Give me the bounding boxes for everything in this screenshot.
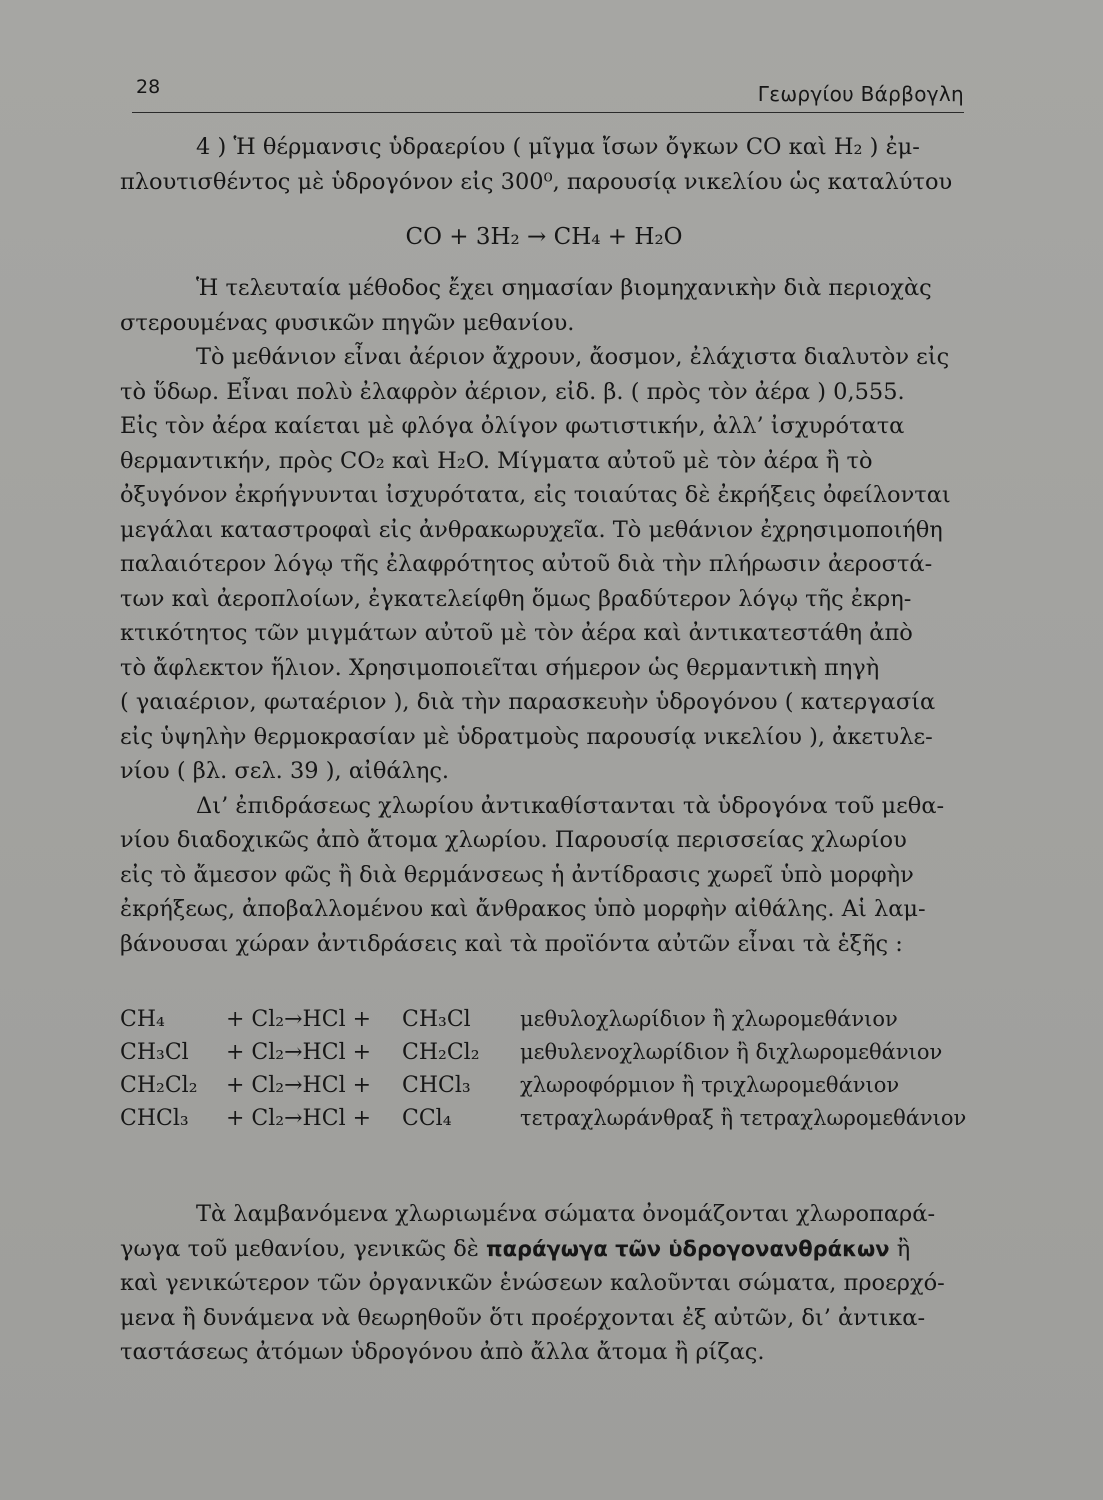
text-line: καὶ γενικώτερον τῶν ὀργανικῶν ἑνώσεων καλοῦνται σώματα, προερχό-	[120, 1270, 945, 1296]
product-name: μεθυλοχλωρίδιον ἢ χλωρομεθάνιον	[520, 1007, 898, 1031]
running-title: Γεωργίου Βάρβογλη	[757, 82, 964, 106]
text-line: θερμαντικήν, πρὸς CO₂ καὶ H₂O. Μίγματα αὐτοῦ μὲ τὸν ἀέρα ἢ τὸ	[120, 447, 873, 474]
bold-term: παράγωγα τῶν ὑδρογονανθράκων	[486, 1236, 890, 1261]
text-line: κτικότητος τῶν μιγμάτων αὐτοῦ μὲ τὸν ἀέρα καὶ ἀντικατεστάθη ἀπὸ	[120, 620, 913, 646]
reagent: + Cl₂→HCl +	[226, 1040, 372, 1065]
text-line: παλαιότερον λόγῳ τῆς ἐλαφρότητος αὐτοῦ διὰ τὴν πλήρωσιν ἀεροστά-	[120, 551, 933, 577]
product-name: τετραχλωράνθραξ ἢ τετραχλωρομεθάνιον	[520, 1106, 967, 1130]
product: CH₂Cl₂	[402, 1040, 480, 1065]
reagent: + Cl₂→HCl +	[226, 1106, 372, 1131]
product: CHCl₃	[402, 1073, 471, 1098]
product: CCl₄	[402, 1106, 452, 1131]
text-line: μενα ἢ δυνάμενα νὰ θεωρηθοῦν ὅτι προέρχονται ἐξ αὐτῶν, δι’ ἀντικα-	[120, 1304, 926, 1331]
section-4-paragraph	[120, 130, 968, 199]
reactant: CH₄	[120, 1007, 165, 1032]
reactant: CH₃Cl	[120, 1040, 189, 1065]
product-name: χλωροφόρμιον ἢ τριχλωρομεθάνιον	[520, 1073, 900, 1097]
methane-properties-paragraph	[120, 340, 968, 789]
text-line: γωγα τοῦ μεθανίου, γενικῶς δὲ	[120, 1235, 486, 1262]
reactant: CH₂Cl₂	[120, 1073, 198, 1098]
text-line: Εἰς τὸν ἀέρα καίεται μὲ φλόγα ὀλίγον φωτιστικήν, ἀλλ’ ἰσχυρότατα	[120, 413, 905, 439]
reagent: + Cl₂→HCl +	[226, 1007, 372, 1032]
reagent: + Cl₂→HCl +	[226, 1073, 372, 1098]
reactant: CHCl₃	[120, 1106, 189, 1131]
text-line: βάνουσαι χώραν ἀντιδράσεις καὶ τὰ προϊόντα αὐτῶν εἶναι τὰ ἑξῆς :	[120, 930, 903, 957]
product-name: μεθυλενοχλωρίδιον ἢ διχλωρομεθάνιον	[520, 1040, 943, 1064]
text-line: ( γαιαέριον, φωταέριον ), διὰ τὴν παρασκευὴν ὑδρογόνου ( κατεργασία	[120, 689, 936, 715]
header-rule	[132, 112, 964, 113]
reaction-row	[120, 1036, 968, 1069]
text-line: 4 ) Ἡ θέρμανσις ὑδραερίου ( μῖγμα ἴσων ὄγκων CO καὶ H₂ ) ἐμ-	[196, 134, 920, 160]
text-line: μεγάλαι καταστροφαὶ εἰς ἀνθρακωρυχεῖα. Τὸ μεθάνιον ἐχρησιμοποιήθη	[120, 516, 943, 543]
text-line: νίου ( βλ. σελ. 39 ), αἰθάλης.	[120, 758, 450, 784]
text-line: Ἡ τελευταία μέθοδος ἔχει σημασίαν βιομηχανικὴν διὰ περιοχὰς	[196, 275, 932, 301]
text-line: Τὰ λαμβανόμενα χλωριωμένα σώματα ὀνομάζονται χλωροπαρά-	[196, 1201, 936, 1227]
text-line: Δι’ ἐπιδράσεως χλωρίου ἀντικαθίστανται τὰ ὑδρογόνα τοῦ μεθα-	[196, 792, 945, 819]
text-line: στερουμένας φυσικῶν πηγῶν μεθανίου.	[120, 309, 575, 336]
product: CH₃Cl	[402, 1007, 471, 1032]
text-line: Τὸ μεθάνιον εἶναι ἀέριον ἄχρουν, ἄοσμον, ἐλάχιστα διαλυτὸν εἰς	[196, 344, 950, 370]
text-line: των καὶ ἀεροπλοίων, ἐγκατελείφθη ὅμως βραδύτερον λόγῳ τῆς ἐκρη-	[120, 585, 912, 612]
page-body	[120, 130, 968, 1370]
text-fragment: ἢ	[889, 1235, 911, 1262]
derivatives-paragraph	[120, 1197, 968, 1370]
reaction-row	[120, 1003, 968, 1036]
text-line: πλουτισθέντος μὲ ὑδρογόνον εἰς 300⁰, παρουσίᾳ νικελίου ὡς καταλύτου	[120, 168, 953, 195]
text-line: τὸ ἄφλεκτον ἥλιον. Χρησιμοποιεῖται σήμερον ὡς θερμαντικὴ πηγὴ	[120, 654, 880, 681]
text-line: εἰς ὑψηλὴν θερμοκρασίαν μὲ ὑδρατμοὺς παρουσίᾳ νικελίου ), ἀκετυλε-	[120, 723, 933, 750]
chlorination-reactions	[120, 1003, 968, 1135]
industrial-method-paragraph	[120, 271, 968, 340]
text-line: ἐκρήξεως, ἀποβαλλομένου καὶ ἄνθρακος ὑπὸ μορφὴν αἰθάλης. Αἱ λαμ-	[120, 896, 926, 922]
text-line: εἰς τὸ ἄμεσον φῶς ἢ διὰ θερμάνσεως ἡ ἀντίδρασις χωρεῖ ὑπὸ μορφὴν	[120, 861, 914, 888]
reaction-row	[120, 1069, 968, 1102]
reaction-row	[120, 1102, 968, 1135]
chlorination-paragraph	[120, 789, 968, 962]
text-line: τὸ ὕδωρ. Εἶναι πολὺ ἐλαφρὸν ἀέριον, εἰδ. β. ( πρὸς τὸν ἀέρα ) 0,555.	[120, 378, 905, 405]
page-header	[132, 70, 964, 110]
text-line: ταστάσεως ἀτόμων ὑδρογόνου ἀπὸ ἄλλα ἄτομα ἢ ρίζας.	[120, 1339, 765, 1365]
page-number: 28	[136, 76, 161, 98]
text-line: ὀξυγόνον ἐκρήγνυνται ἰσχυρότατα, εἰς τοιαύτας δὲ ἐκρήξεις ὀφείλονται	[120, 482, 951, 508]
text-line: νίου διαδοχικῶς ἀπὸ ἄτομα χλωρίου. Παρουσίᾳ περισσείας χλωρίου	[120, 827, 907, 853]
methanation-equation: CO + 3H₂ → CH₄ + H₂O	[405, 224, 683, 250]
